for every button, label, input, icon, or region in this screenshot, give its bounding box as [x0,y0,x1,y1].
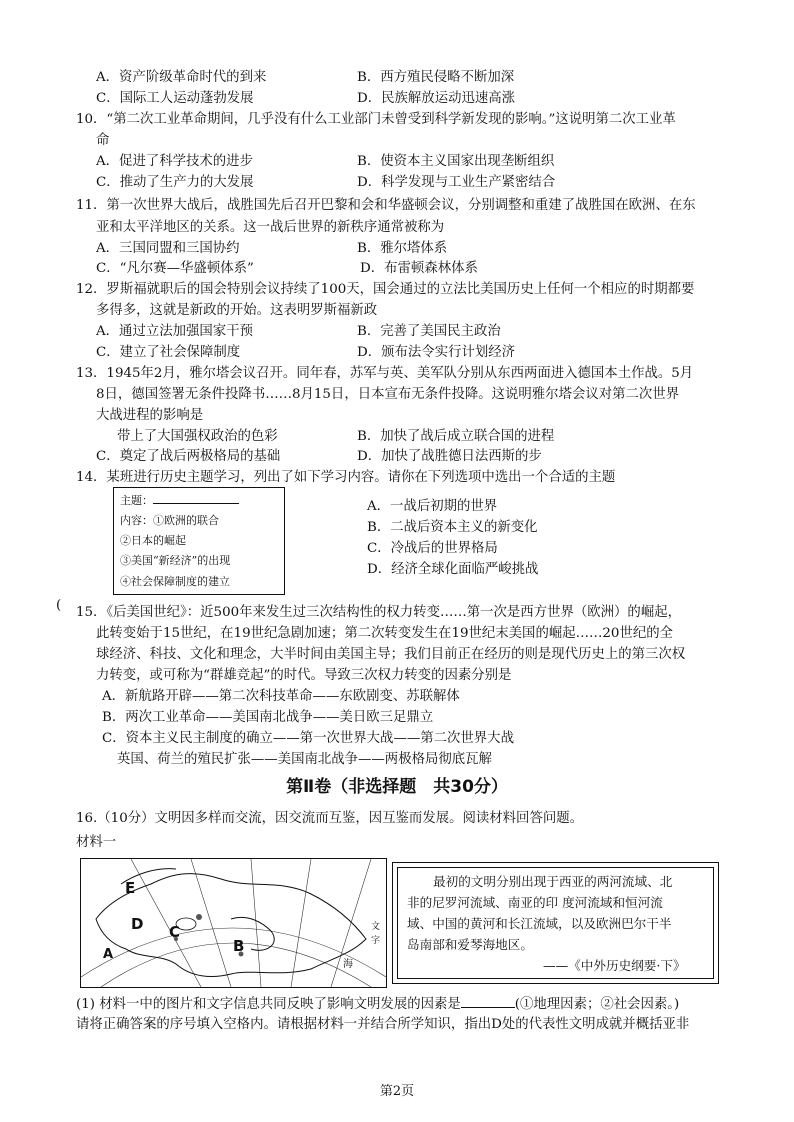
q9-option-d: D．民族解放运动迅速高涨 [357,91,516,106]
q14-option-a: A．一战后初期的世界 [367,499,498,514]
q9-option-b: B．西方殖民侵略不断加深 [357,70,515,85]
q13-option-c: C．奠定了战后两极格局的基础 [96,449,281,464]
q13-stem: 13．1945年2月，雅尔塔会议召开。同年春，苏军与英、美军队分别从东西两面进入德国本土作战。5月 [76,366,694,381]
q15-option-a: A．新航路开辟——第二次科技革命——东欧剧变、苏联解体 [102,689,460,704]
q16-sub1 [76,995,679,1014]
q9-option-a: A．资产阶级革命时代的到来 [96,70,267,85]
page-number: 第2页 [379,1084,415,1099]
q14-topic-blank [153,493,239,504]
q12-option-d: D．颁布法令实行计划经济 [357,345,516,360]
q16-sub1-suffix: (①地理因素；②社会因素。) [514,997,680,1012]
q14-option-d: D．经济全球化面临严峻挑战 [367,562,539,577]
q15-margin-mark: ( [56,598,62,613]
q15-stem-cont2: 球经济、科技、文化和理念，大半时间由美国主导；我们目前正在经历的则是现代历史上的第三次权 [96,647,686,662]
q12-option-a: A．通过立法加强国家干预 [96,324,253,339]
map-label-a: A [103,947,114,962]
q14-topic-box [113,487,285,595]
quote-line-2: 非的尼罗河流域、南亚的印 度河流域和恒河流 [407,895,663,910]
map-label-c: C [169,923,181,941]
q10-stem: 10．“第二次工业革命期间，几乎没有什么工业部门未曾受到科学新发现的影响。”这说明第二次工业革 [76,112,676,127]
q14-option-c: C．冷战后的世界格局 [367,541,498,556]
q10-stem-cont: 命 [96,133,110,148]
quote-line-1: 最初的文明分别出现于西亚的两河流域、北 [433,874,673,889]
q10-option-b: B．使资本主义国家出现垄断组织 [357,154,555,169]
q13-option-b: B．加快了战后成立联合国的进程 [357,429,555,444]
quote-line-4: 岛南部和爱琴海地区。 [407,937,533,952]
q14-content-label: 内容：①欧洲的联合 [120,514,219,527]
material1-quote-box [392,862,719,984]
q9-option-c: C．国际工人运动蓬勃发展 [96,91,254,106]
q10-option-c: C．推动了生产力的大发展 [96,175,254,190]
q14-item-4: ④社会保障制度的建立 [120,575,230,588]
q16-sub1-cont: 请将正确答案的序号填入空格内。请根据材料一并结合所学知识，指出D处的代表性文明成就并概括亚非 [76,1017,690,1032]
map-label-d: D [131,915,144,933]
q13-option-d: D．加快了战胜德日法西斯的步 [357,449,542,464]
map-label-e: E [125,879,136,897]
map-label-wen: 文 [371,922,381,932]
q13-stem-cont2: 大战进程的影响是 [96,408,204,423]
map-label-zi: 字 [371,936,381,946]
q16-sub1-prefix: (1) 材料一中的图片和文字信息共同反映了影响文明发展的因素是 [76,997,461,1012]
q15-stem-cont3: 力转变，或可称为“群雄竞起”的时代。导致三次权力转变的因素分别是 [96,668,512,683]
q11-option-d: D．布雷顿森林体系 [360,261,478,276]
q14-option-b: B．二战后资本主义的新变化 [367,520,538,535]
q12-stem: 12．罗斯福就职后的国会特别会议持续了100天，国会通过的立法比美国历史上任何一个相应的时期都要 [76,282,695,297]
q10-option-a: A．促进了科学技术的进步 [96,154,253,169]
q14-item-3: ③美国“新经济”的出现 [120,554,231,567]
quote-line-3: 域、中国的黄河和长江流域，以及欧洲巴尔干半 [407,916,672,931]
q15-option-d: 英国、荷兰的殖民扩张——美国南北战争——两极格局彻底瓦解 [117,752,492,767]
q15-option-b: B．两次工业革命——美国南北战争——美日欧三足鼎立 [102,710,434,725]
map-label-b: B [233,937,245,955]
q14-stem: 14．某班进行历史主题学习，列出了如下学习内容。请你在下列选项中选出一个合适的主题 [76,470,616,485]
q11-option-a: A．三国同盟和三国协约 [96,241,240,256]
q16-stem: 16.（10分）文明因多样而交流，因交流而互鉴，因互鉴而发展。阅读材料回答问题。 [76,811,584,826]
q12-option-c: C．建立了社会保障制度 [96,345,241,360]
q11-stem: 11．第一次世界大战后，战胜国先后召开巴黎和会和华盛顿会议，分别调整和重建了战胜国在欧洲、在东 [76,198,696,213]
q12-stem-cont: 多得多，这就是新政的开始。这表明罗斯福新政 [96,303,378,318]
q14-topic-row [120,493,239,508]
q15-option-c: C．资本主义民主制度的确立——第一次世界大战——第二次世界大战 [102,731,514,746]
civilization-map [80,858,387,988]
q14-item-2: ②日本的崛起 [120,534,186,547]
q13-stem-cont: 8日，德国签署无条件投降书……8月15日，日本宣布无条件投降。这说明雅尔塔会议对第二次世界 [96,387,680,402]
quote-source: ——《中外历史纲要·下》 [543,958,686,973]
part2-title: 第Ⅱ卷（非选择题 共30分） [286,777,508,797]
q16-material-label: 材料一 [76,835,117,850]
q15-stem-cont: 此转变始于15世纪，在19世纪急剧加速；第二次转变发生在19世纪末美国的崛起……20世纪的全 [96,626,673,641]
q16-sub1-answer-blank[interactable] [461,995,515,1008]
q11-option-c: C．“凡尔赛—华盛顿体系” [96,261,254,276]
q15-stem: 15．《后美国世纪》：近500年来发生过三次结构性的权力转变……第一次是西方世界（欧洲）的崛起， [76,605,681,620]
q14-topic-label: 主题： [120,494,153,507]
q12-option-b: B．完善了美国民主政治 [357,324,501,339]
map-label-sea: 海 [343,959,353,970]
q13-option-a: 带上了大国强权政治的色彩 [117,429,278,444]
q11-stem-cont: 亚和太平洋地区的关系。这一战后世界的新秩序通常被称为 [96,220,445,235]
q11-option-b: B．雅尔塔体系 [357,241,448,256]
q10-option-d: D．科学发现与工业生产紧密结合 [357,175,556,190]
